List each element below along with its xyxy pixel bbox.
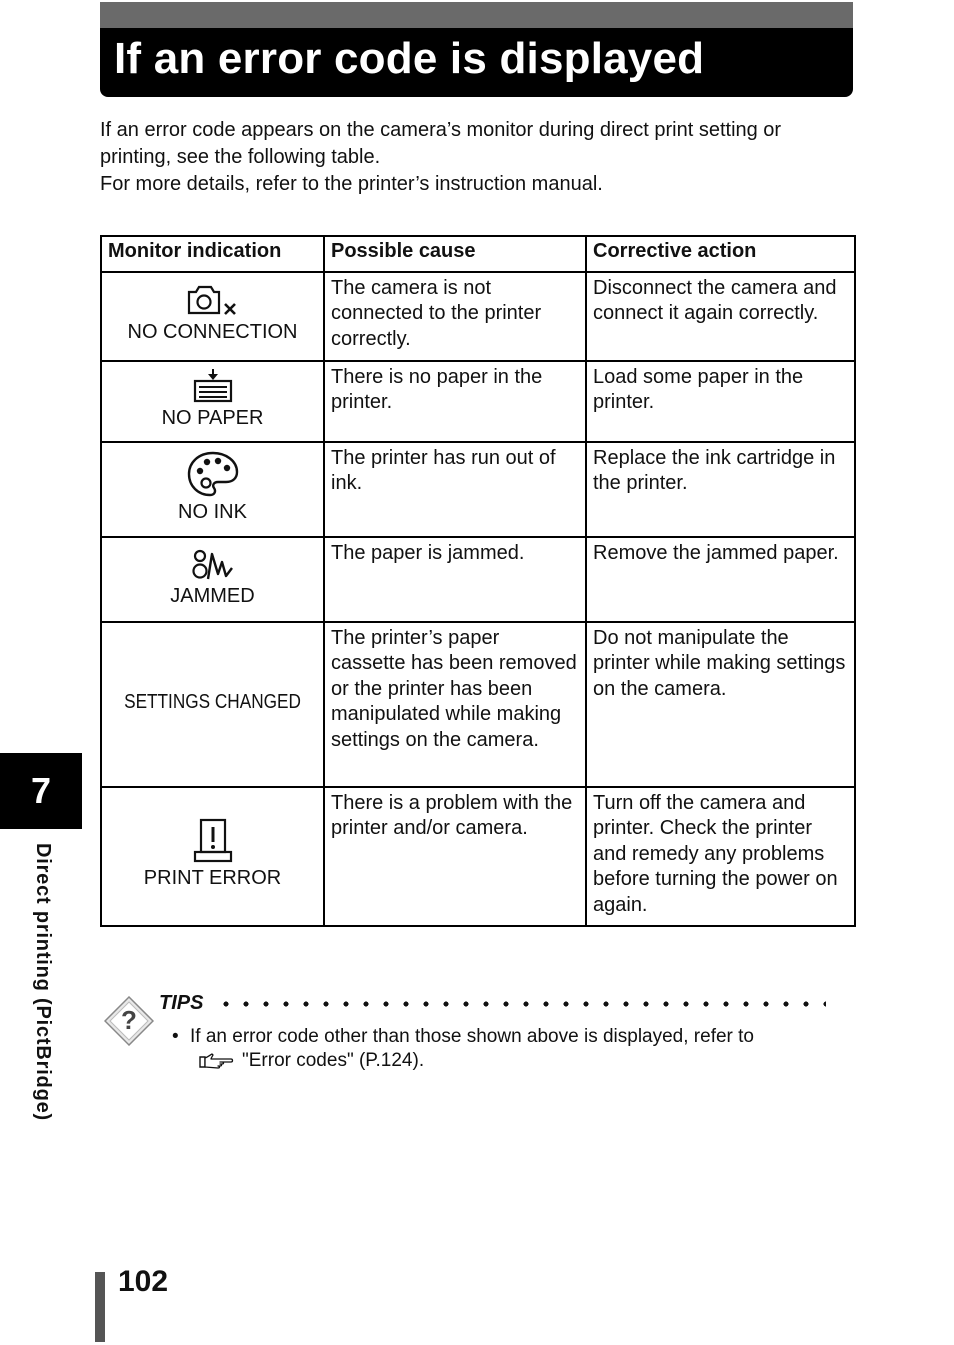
indication-label: SETTINGS CHANGED bbox=[124, 691, 301, 714]
reference-hand-icon bbox=[198, 1052, 234, 1070]
tips-line-2-text: "Error codes" (P.124). bbox=[242, 1050, 425, 1071]
table-row bbox=[101, 787, 855, 926]
action-cell: Remove the jammed paper. bbox=[586, 537, 855, 622]
cause-cell: The paper is jammed. bbox=[324, 537, 586, 622]
cause-cell: There is a problem with the printer and/or camera. bbox=[324, 787, 586, 926]
cause-cell: The printer’s paper cassette has been removed or the printer has been manipulated while making settings on the camera. bbox=[324, 622, 586, 787]
action-cell: Load some paper in the printer. bbox=[586, 361, 855, 442]
intro-line-1: If an error code appears on the camera’s monitor during direct print setting or bbox=[100, 119, 782, 141]
indication-label: NO PAPER bbox=[161, 407, 264, 430]
table-row bbox=[101, 622, 855, 787]
svg-text:?: ? bbox=[121, 1005, 137, 1035]
indication-cell bbox=[101, 787, 324, 926]
indication-cell bbox=[101, 537, 324, 622]
header-monitor-indication: Monitor indication bbox=[101, 236, 324, 272]
paper-tray-icon bbox=[190, 368, 236, 404]
table-row bbox=[101, 442, 855, 537]
page-number-bar bbox=[95, 1272, 105, 1342]
error-code-table bbox=[100, 235, 856, 927]
table-row bbox=[101, 272, 855, 361]
indication-cell bbox=[101, 442, 324, 537]
title-bar bbox=[100, 2, 853, 97]
action-cell: Do not manipulate the printer while making settings on the camera. bbox=[586, 622, 855, 787]
indication-label: NO CONNECTION bbox=[127, 321, 298, 344]
table-row bbox=[101, 361, 855, 442]
indication-label: NO INK bbox=[178, 501, 247, 524]
chapter-tab: 7 bbox=[0, 753, 82, 829]
cause-cell: The camera is not connected to the printer correctly. bbox=[324, 272, 586, 361]
tips-dotted-rule bbox=[216, 1001, 826, 1007]
question-mark-icon bbox=[104, 996, 154, 1046]
indication-cell bbox=[101, 361, 324, 442]
tips-line-1-text: If an error code other than those shown above is displayed, refer to bbox=[190, 1026, 754, 1047]
indication-cell bbox=[101, 622, 324, 787]
paper-jam-icon bbox=[190, 546, 236, 582]
intro-line-3: For more details, refer to the printer’s instruction manual. bbox=[100, 173, 603, 195]
intro-line-2: printing, see the following table. bbox=[100, 146, 381, 168]
chapter-side-label: Direct printing (PictBridge) bbox=[32, 843, 54, 1121]
page-title: If an error code is displayed bbox=[114, 34, 705, 83]
ink-palette-icon bbox=[186, 450, 240, 498]
action-cell: Turn off the camera and printer. Check the printer and remedy any problems before turning the power on again. bbox=[586, 787, 855, 926]
title-top-strip bbox=[100, 2, 853, 28]
action-cell: Replace the ink cartridge in the printer. bbox=[586, 442, 855, 537]
tips-title: TIPS bbox=[159, 992, 204, 1014]
header-possible-cause: Possible cause bbox=[324, 236, 586, 272]
action-cell: Disconnect the camera and connect it again correctly. bbox=[586, 272, 855, 361]
table-row bbox=[101, 537, 855, 622]
indication-cell bbox=[101, 272, 324, 361]
indication-label: PRINT ERROR bbox=[143, 867, 282, 890]
cause-cell: There is no paper in the printer. bbox=[324, 361, 586, 442]
tips-line-2 bbox=[172, 1049, 852, 1073]
indication-label: JAMMED bbox=[170, 585, 255, 608]
header-corrective-action: Corrective action bbox=[586, 236, 855, 272]
tips-line-1 bbox=[172, 1025, 852, 1049]
cause-cell: The printer has run out of ink. bbox=[324, 442, 586, 537]
printer-error-icon bbox=[191, 818, 235, 864]
intro-text bbox=[100, 117, 860, 198]
tips-bullet: • bbox=[172, 1026, 179, 1047]
page-number: 102 bbox=[118, 1265, 169, 1298]
camera-disconnect-icon bbox=[185, 284, 241, 318]
tips-text bbox=[172, 1025, 852, 1073]
table-header-row bbox=[101, 236, 855, 272]
